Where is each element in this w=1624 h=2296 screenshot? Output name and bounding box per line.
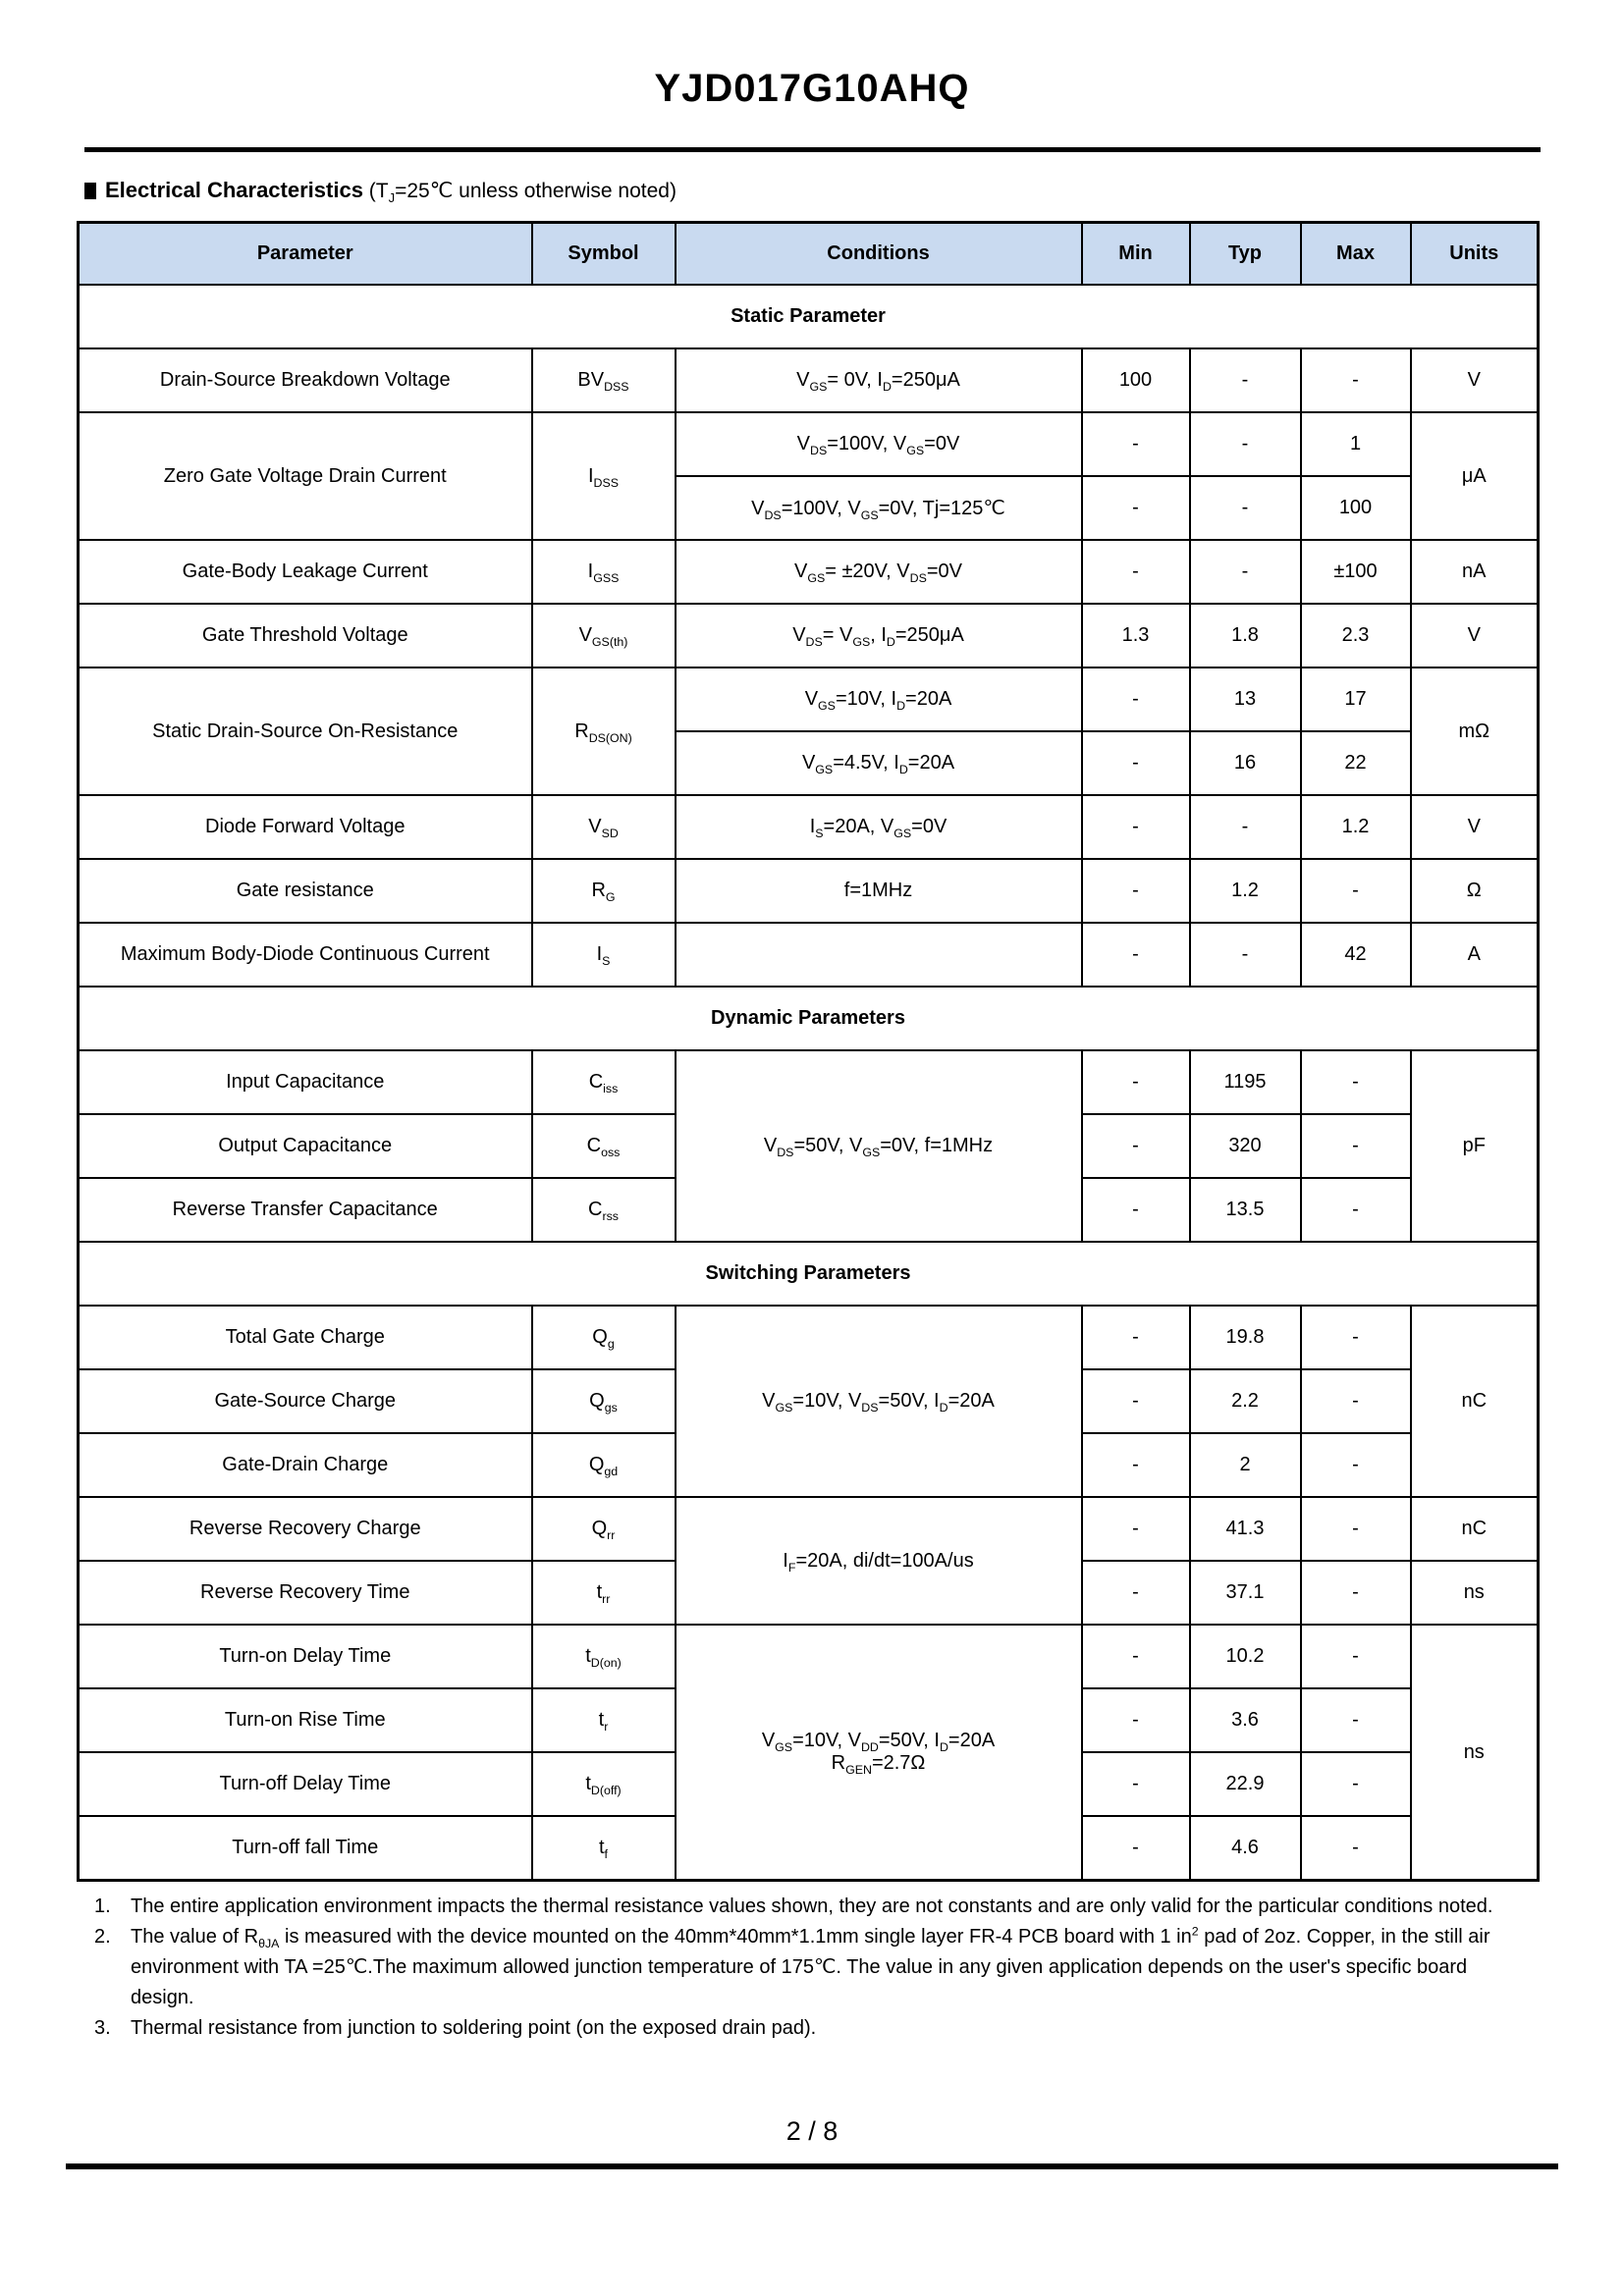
table-cell: -: [1190, 476, 1301, 540]
table-cell: A: [1411, 923, 1539, 987]
table-cell: 2.2: [1190, 1369, 1301, 1433]
table-cell: -: [1301, 859, 1411, 923]
table-cell: -: [1082, 1433, 1190, 1497]
table-cell: -: [1190, 540, 1301, 604]
table-cell: $Q_{gs}$: [532, 1369, 676, 1433]
table-cell: -: [1301, 1114, 1411, 1178]
table-cell: 1.8: [1190, 604, 1301, 667]
table-cell: [676, 923, 1082, 987]
table-cell: 1: [1301, 412, 1411, 476]
section-label: Static Parameter: [79, 285, 1539, 348]
table-cell: -: [1082, 1306, 1190, 1369]
section-heading-condition: ($T_J=25℃$ unless otherwise noted): [362, 180, 677, 206]
table-cell: $R_G$: [532, 859, 676, 923]
table-cell: Turn-on Delay Time: [79, 1625, 532, 1688]
table-cell: -: [1082, 1369, 1190, 1433]
table-cell: -: [1301, 1625, 1411, 1688]
table-cell: -: [1190, 412, 1301, 476]
column-header: Max: [1301, 223, 1411, 286]
table-cell: $t_r$: [532, 1688, 676, 1752]
table-cell: 42: [1301, 923, 1411, 987]
table-cell: $C_{iss}$: [532, 1050, 676, 1114]
table-cell: -: [1301, 1178, 1411, 1242]
table-cell: $Q_{rr}$: [532, 1497, 676, 1561]
table-cell: 3.6: [1190, 1688, 1301, 1752]
table-cell: $V_{GS}=10V$, $V_{DS}=50V$, $I_D=20A$: [676, 1306, 1082, 1497]
table-cell: $V_{GS}=10V$, $I_D=20A$: [676, 667, 1082, 731]
table-cell: mΩ: [1411, 667, 1539, 795]
table-cell: -: [1190, 348, 1301, 412]
page-title: YJD017G10AHQ: [654, 67, 970, 110]
table-cell: -: [1082, 795, 1190, 859]
table-cell: -: [1190, 923, 1301, 987]
note-number: 2.: [94, 1926, 111, 1948]
column-header: Typ: [1190, 223, 1301, 286]
table-cell: nA: [1411, 540, 1539, 604]
table-cell: $V_{DS}= V_{GS}$, $I_D=250\mu A$: [676, 604, 1082, 667]
table-cell: 16: [1190, 731, 1301, 795]
table-cell: -: [1082, 1178, 1190, 1242]
table-row: [79, 923, 1539, 987]
table-cell: $V_{DS}=100V$, $V_{GS}=0V$, Tj=125℃: [676, 476, 1082, 540]
table-cell: 4.6: [1190, 1816, 1301, 1881]
table-cell: 100: [1301, 476, 1411, 540]
table-cell: Gate-Source Charge: [79, 1369, 532, 1433]
note-item: [94, 1922, 1526, 2013]
table-cell: -: [1082, 1497, 1190, 1561]
table-cell: $V_{DS}=100V$, $V_{GS}=0V$: [676, 412, 1082, 476]
section-row: [79, 1242, 1539, 1306]
table-row: [79, 859, 1539, 923]
table-cell: -: [1082, 412, 1190, 476]
table-cell: Reverse Recovery Charge: [79, 1497, 532, 1561]
table-cell: 13: [1190, 667, 1301, 731]
table-row: [79, 348, 1539, 412]
table-cell: $I_{DSS}$: [532, 412, 676, 540]
column-header: Parameter: [79, 223, 532, 286]
table-cell: Reverse Recovery Time: [79, 1561, 532, 1625]
table-cell: $V_{GS}= \pm 20V$, $V_{DS}=0V$: [676, 540, 1082, 604]
table-cell: ns: [1411, 1561, 1539, 1625]
table-cell: f=1MHz: [676, 859, 1082, 923]
table-cell: ±100: [1301, 540, 1411, 604]
table-cell: -: [1301, 1369, 1411, 1433]
table-cell: -: [1301, 1433, 1411, 1497]
table-cell: -: [1082, 1752, 1190, 1816]
table-cell: $R_{DS(ON)}$: [532, 667, 676, 795]
table-cell: 100: [1082, 348, 1190, 412]
table-cell: 2: [1190, 1433, 1301, 1497]
table-cell: 1195: [1190, 1050, 1301, 1114]
table-cell: $V_{GS}=10V$, $V_{DD}=50V$, $I_D=20A$ $R_{GEN}=2.7\Omega$: [676, 1625, 1082, 1881]
table-cell: -: [1082, 667, 1190, 731]
table-cell: -: [1082, 1688, 1190, 1752]
square-bullet-icon: [84, 183, 96, 199]
page-number: 2 / 8: [785, 2116, 839, 2146]
table-cell: -: [1082, 1114, 1190, 1178]
table-cell: $BV_{DSS}$: [532, 348, 676, 412]
table-cell: μA: [1411, 412, 1539, 540]
table-cell: Zero Gate Voltage Drain Current: [79, 412, 532, 540]
table-cell: 320: [1190, 1114, 1301, 1178]
table-cell: Diode Forward Voltage: [79, 795, 532, 859]
note-item: [94, 1892, 1526, 1922]
table-cell: -: [1082, 1561, 1190, 1625]
section-heading: [84, 178, 1624, 206]
table-cell: -: [1082, 1816, 1190, 1881]
table-cell: Static Drain-Source On-Resistance: [79, 667, 532, 795]
table-cell: 1.2: [1190, 859, 1301, 923]
column-header: Symbol: [532, 223, 676, 286]
table-cell: $V_{GS}=4.5V$, $I_D=20A$: [676, 731, 1082, 795]
table-cell: 41.3: [1190, 1497, 1301, 1561]
table-cell: Gate-Drain Charge: [79, 1433, 532, 1497]
table-cell: 37.1: [1190, 1561, 1301, 1625]
table-cell: $C_{rss}$: [532, 1178, 676, 1242]
table-cell: $I_S$: [532, 923, 676, 987]
footer-divider: [66, 2163, 1558, 2169]
table-cell: $I_{GSS}$: [532, 540, 676, 604]
table-row: [79, 1306, 1539, 1369]
table-cell: nC: [1411, 1306, 1539, 1497]
table-cell: $V_{GS(th)}$: [532, 604, 676, 667]
table-cell: $t_{rr}$: [532, 1561, 676, 1625]
table-cell: -: [1301, 1752, 1411, 1816]
table-cell: -: [1190, 795, 1301, 859]
table-cell: ns: [1411, 1625, 1539, 1881]
table-row: [79, 795, 1539, 859]
table-cell: Total Gate Charge: [79, 1306, 532, 1369]
table-cell: Output Capacitance: [79, 1114, 532, 1178]
table-cell: -: [1082, 923, 1190, 987]
table-row: [79, 667, 1539, 731]
table-cell: -: [1301, 1497, 1411, 1561]
table-cell: -: [1301, 1561, 1411, 1625]
table-row: [79, 412, 1539, 476]
table-row: [79, 1625, 1539, 1688]
table-cell: 13.5: [1190, 1178, 1301, 1242]
table-header-row: [79, 223, 1539, 286]
table-cell: $V_{GS}= 0V$, $I_D=250\mu A$: [676, 348, 1082, 412]
note-number: 1.: [94, 1896, 111, 1917]
table-cell: Input Capacitance: [79, 1050, 532, 1114]
table-cell: Turn-off Delay Time: [79, 1752, 532, 1816]
note-text: Thermal resistance from junction to soldering point (on the exposed drain pad).: [131, 2017, 817, 2039]
column-header: Units: [1411, 223, 1539, 286]
table-cell: 2.3: [1301, 604, 1411, 667]
electrical-characteristics-table: [77, 221, 1540, 1882]
column-header: Conditions: [676, 223, 1082, 286]
notes-list: [0, 1892, 1526, 2044]
table-cell: pF: [1411, 1050, 1539, 1242]
table-cell: Maximum Body-Diode Continuous Current: [79, 923, 532, 987]
table-cell: V: [1411, 348, 1539, 412]
table-cell: -: [1301, 1816, 1411, 1881]
column-header: Min: [1082, 223, 1190, 286]
table-cell: -: [1301, 348, 1411, 412]
section-label: Dynamic Parameters: [79, 987, 1539, 1050]
table-cell: V: [1411, 795, 1539, 859]
table-cell: Turn-on Rise Time: [79, 1688, 532, 1752]
table-cell: $V_{DS}=50V$, $V_{GS}=0V$, f=1MHz: [676, 1050, 1082, 1242]
table-cell: Gate resistance: [79, 859, 532, 923]
table-cell: Reverse Transfer Capacitance: [79, 1178, 532, 1242]
table-cell: Ω: [1411, 859, 1539, 923]
table-cell: 22: [1301, 731, 1411, 795]
table-cell: 17: [1301, 667, 1411, 731]
table-cell: $Q_{gd}$: [532, 1433, 676, 1497]
table-row: [79, 1050, 1539, 1114]
table-cell: -: [1301, 1688, 1411, 1752]
table-cell: -: [1301, 1306, 1411, 1369]
section-row: [79, 285, 1539, 348]
note-text: The value of $R_{\theta JA}$ is measured with the device mounted on the 40mm*40mm*1.1mm single layer FR-4 PCB board with 1 $in^2$ pad of 2oz. Copper, in the still air environment with TA =25℃.The maximum allowed junction temperature of 175℃. The value in any given application depends on the user's specific board design.: [131, 1924, 1490, 2008]
section-row: [79, 987, 1539, 1050]
table-cell: $I_S=20A$, $V_{GS}=0V$: [676, 795, 1082, 859]
table-cell: nC: [1411, 1497, 1539, 1561]
note-text: The entire application environment impacts the thermal resistance values shown, they are not constants and are only valid for the particular conditions noted.: [131, 1896, 1493, 1917]
table-cell: $Q_g$: [532, 1306, 676, 1369]
table-cell: -: [1301, 1050, 1411, 1114]
table-cell: 1.3: [1082, 604, 1190, 667]
table-row: [79, 1497, 1539, 1561]
table-cell: $I_F=20A$, di/dt=100A/us: [676, 1497, 1082, 1625]
table-cell: -: [1082, 1625, 1190, 1688]
table-cell: 22.9: [1190, 1752, 1301, 1816]
table-cell: Gate-Body Leakage Current: [79, 540, 532, 604]
table-cell: $t_f$: [532, 1816, 676, 1881]
table-cell: 1.2: [1301, 795, 1411, 859]
table-row: [79, 540, 1539, 604]
table-cell: 19.8: [1190, 1306, 1301, 1369]
table-cell: $t_{D(on)}$: [532, 1625, 676, 1688]
table-cell: -: [1082, 731, 1190, 795]
table-cell: Turn-off fall Time: [79, 1816, 532, 1881]
table-cell: $V_{SD}$: [532, 795, 676, 859]
table-cell: -: [1082, 476, 1190, 540]
table-cell: -: [1082, 1050, 1190, 1114]
table-cell: Gate Threshold Voltage: [79, 604, 532, 667]
table-cell: 10.2: [1190, 1625, 1301, 1688]
table-row: [79, 604, 1539, 667]
section-heading-title: Electrical Characteristics: [105, 178, 363, 202]
table-cell: -: [1082, 540, 1190, 604]
note-item: [94, 2013, 1526, 2044]
table-cell: $C_{oss}$: [532, 1114, 676, 1178]
table-cell: V: [1411, 604, 1539, 667]
table-cell: $t_{D(off)}$: [532, 1752, 676, 1816]
table-cell: -: [1082, 859, 1190, 923]
section-label: Switching Parameters: [79, 1242, 1539, 1306]
title-divider: [84, 147, 1541, 152]
table-cell: Drain-Source Breakdown Voltage: [79, 348, 532, 412]
note-number: 3.: [94, 2017, 111, 2039]
